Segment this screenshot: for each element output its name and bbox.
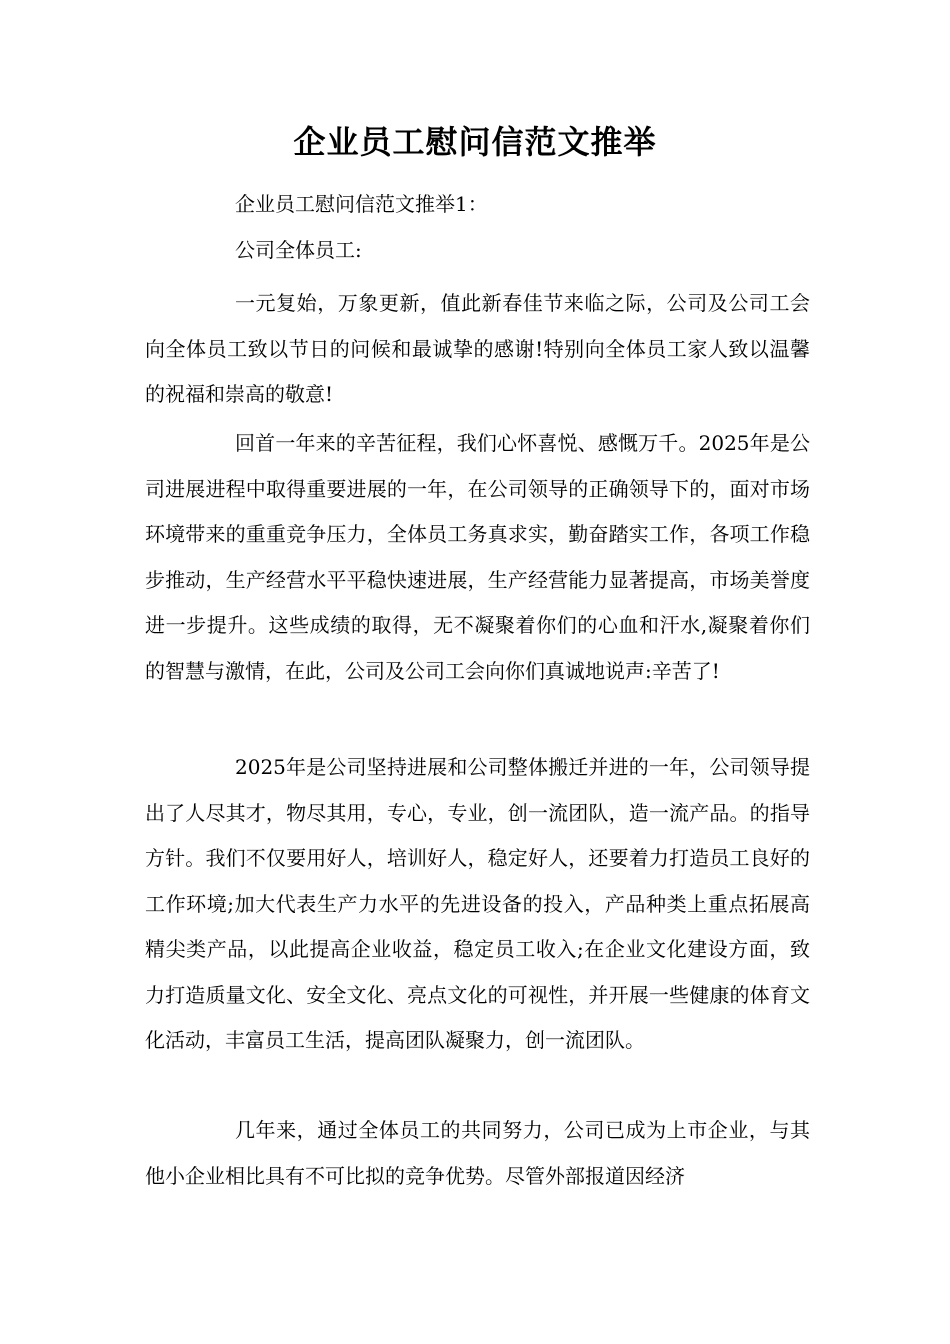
letter-heading: 企业员工慰问信范文推举1： [235,192,488,216]
body-paragraph: 几年来，通过全体员工的共同努力，公司已成为上市企业，与其他小企业相比具有不可比拟的竞争优势。尽管外部报道因经济 [145,1118,810,1188]
document-title: 企业员工慰问信范文推举 [293,123,657,161]
body-paragraph: 一元复始，万象更新，值此新春佳节来临之际，公司及公司工会向全体员工致以节日的问候和最诚挚的感谢!特别向全体员工家人致以温馨的祝福和崇高的敬意! [145,291,810,406]
salutation: 公司全体员工: [235,238,362,262]
body-paragraph: 2025年是公司坚持进展和公司整体搬迁并进的一年，公司领导提出了人尽其才，物尽其用，专心，专业，创一流团队，造一流产品。的指导方针。我们不仅要用好人，培训好人，稳定好人，还要着力打造员工良好的工作环境;加大代表生产力水平的先进设备的投入，产品种类上重点拓展高精尖类产品，以此提高企业收益，稳定员工收入;在企业文化建设方面，致力打造质量文化、安全文化、亮点文化的可视性，并开展一些健康的体育文化活动，丰富员工生活，提高团队凝聚力，创一流团队。 [145,755,810,1052]
body-paragraph: 回首一年来的辛苦征程，我们心怀喜悦、感慨万千。2025年是公司进展进程中取得重要进展的一年，在公司领导的正确领导下的，面对市场环境带来的重重竞争压力，全体员工务真求实，勤奋踏实工作，各项工作稳步推动，生产经营水平平稳快速进展，生产经营能力显著提高，市场美誉度进一步提升。这些成绩的取得，无不凝聚着你们的心血和汗水,凝聚着你们的智慧与激情，在此，公司及公司工会向你们真诚地说声:辛苦了! [145,431,810,683]
